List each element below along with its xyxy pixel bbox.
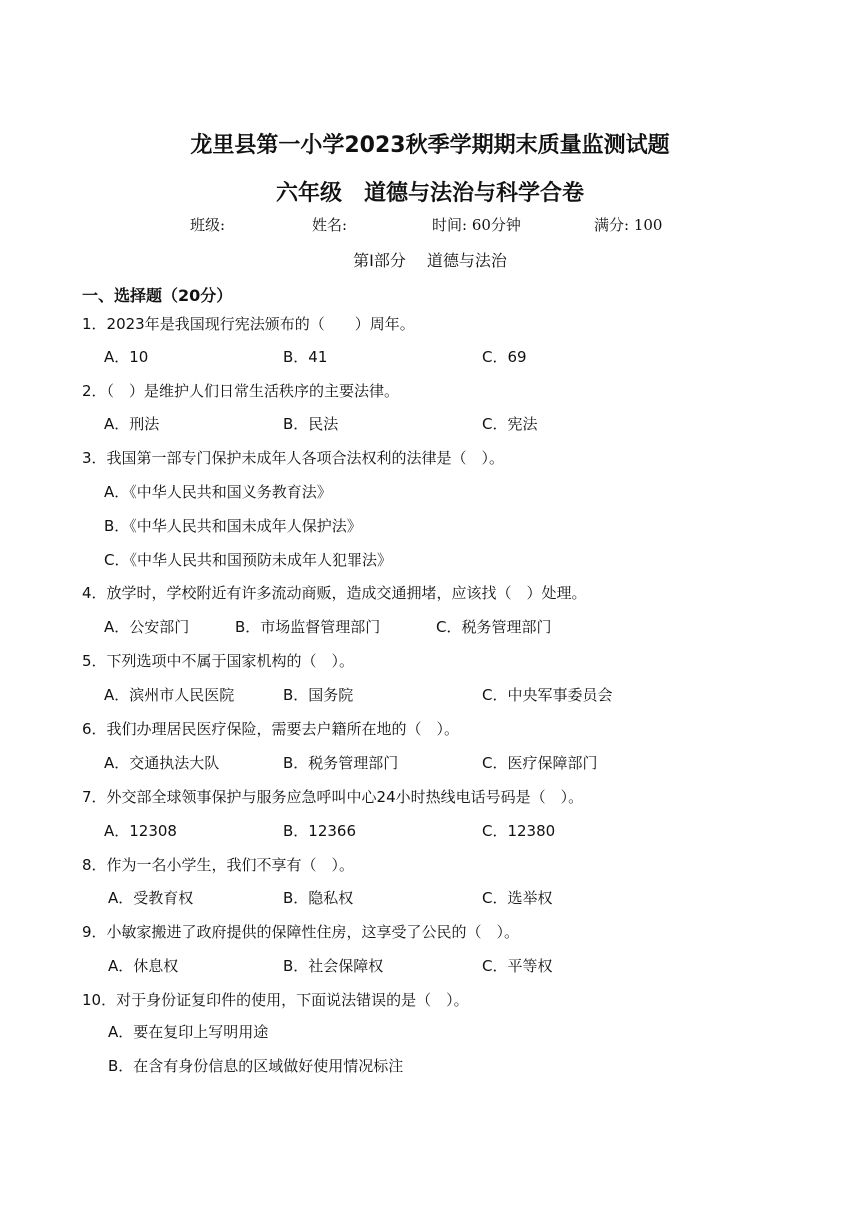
question-9: 9．小敏家搬进了政府提供的保障性住房，这享受了公民的（ ）。 [82, 923, 520, 941]
name-label: 姓名: [312, 216, 348, 234]
q2-option-b: B．民法 [283, 415, 339, 433]
time-label: 时间: 60分钟 [432, 216, 521, 234]
question-3: 3．我国第一部专门保护未成年人各项合法权利的法律是（ ）。 [82, 449, 505, 467]
q9-option-a: A．休息权 [108, 957, 179, 975]
q3-option-a: A．《中华人民共和国义务教育法》 [104, 483, 332, 501]
q1-option-c: C．69 [482, 348, 527, 366]
q8-option-a: A．受教育权 [108, 889, 194, 907]
exam-subtitle: 六年级 道德与法治与科学合卷 [275, 181, 584, 206]
exam-title: 龙里县第一小学2023秋季学期期末质量监测试题 [190, 133, 670, 158]
q7-option-a: A．12308 [104, 822, 177, 840]
q3-option-b: B．《中华人民共和国未成年人保护法》 [104, 517, 362, 535]
question-4: 4．放学时，学校附近有许多流动商贩，造成交通拥堵，应该找（ ）处理。 [82, 584, 587, 602]
q6-option-a: A．交通执法大队 [104, 754, 220, 772]
section-heading: 一、选择题（20分） [82, 286, 233, 305]
q10-option-b: B．在含有身份信息的区域做好使用情况标注 [108, 1057, 404, 1075]
q9-option-b: B．社会保障权 [283, 957, 384, 975]
q2-option-a: A．刑法 [104, 415, 160, 433]
q2-option-c: C．宪法 [482, 415, 538, 433]
question-1: 1．2023年是我国现行宪法颁布的（ ）周年。 [82, 315, 415, 333]
question-2: 2．（ ）是维护人们日常生活秩序的主要法律。 [82, 382, 400, 400]
q5-option-c: C．中央军事委员会 [482, 686, 613, 704]
q4-option-a: A．公安部门 [104, 618, 190, 636]
question-6: 6．我们办理居民医疗保险，需要去户籍所在地的（ ）。 [82, 720, 460, 738]
q4-option-c: C．税务管理部门 [436, 618, 552, 636]
q4-option-b: B．市场监督管理部门 [235, 618, 381, 636]
part-heading: 第Ⅰ部分 道德与法治 [353, 251, 507, 270]
class-label: 班级: [190, 216, 226, 234]
q7-option-c: C．12380 [482, 822, 556, 840]
q5-option-b: B．国务院 [283, 686, 354, 704]
q8-option-c: C．选举权 [482, 889, 553, 907]
q10-option-a: A．要在复印上写明用途 [108, 1023, 269, 1041]
q6-option-b: B．税务管理部门 [283, 754, 399, 772]
q1-option-b: B．41 [283, 348, 328, 366]
q7-option-b: B．12366 [283, 822, 357, 840]
question-7: 7．外交部全球领事保护与服务应急呼叫中心24小时热线电话号码是（ ）。 [82, 788, 584, 806]
question-10: 10．对于身份证复印件的使用，下面说法错误的是（ ）。 [82, 991, 469, 1009]
q9-option-c: C．平等权 [482, 957, 553, 975]
score-label: 满分: 100 [594, 216, 663, 234]
q5-option-a: A．滨州市人民医院 [104, 686, 235, 704]
q1-option-a: A．10 [104, 348, 149, 366]
q3-option-c: C．《中华人民共和国预防未成年人犯罪法》 [104, 551, 392, 569]
q8-option-b: B．隐私权 [283, 889, 354, 907]
q6-option-c: C．医疗保障部门 [482, 754, 598, 772]
question-5: 5．下列选项中不属于国家机构的（ ）。 [82, 652, 355, 670]
question-8: 8．作为一名小学生，我们不享有（ ）。 [82, 856, 355, 874]
